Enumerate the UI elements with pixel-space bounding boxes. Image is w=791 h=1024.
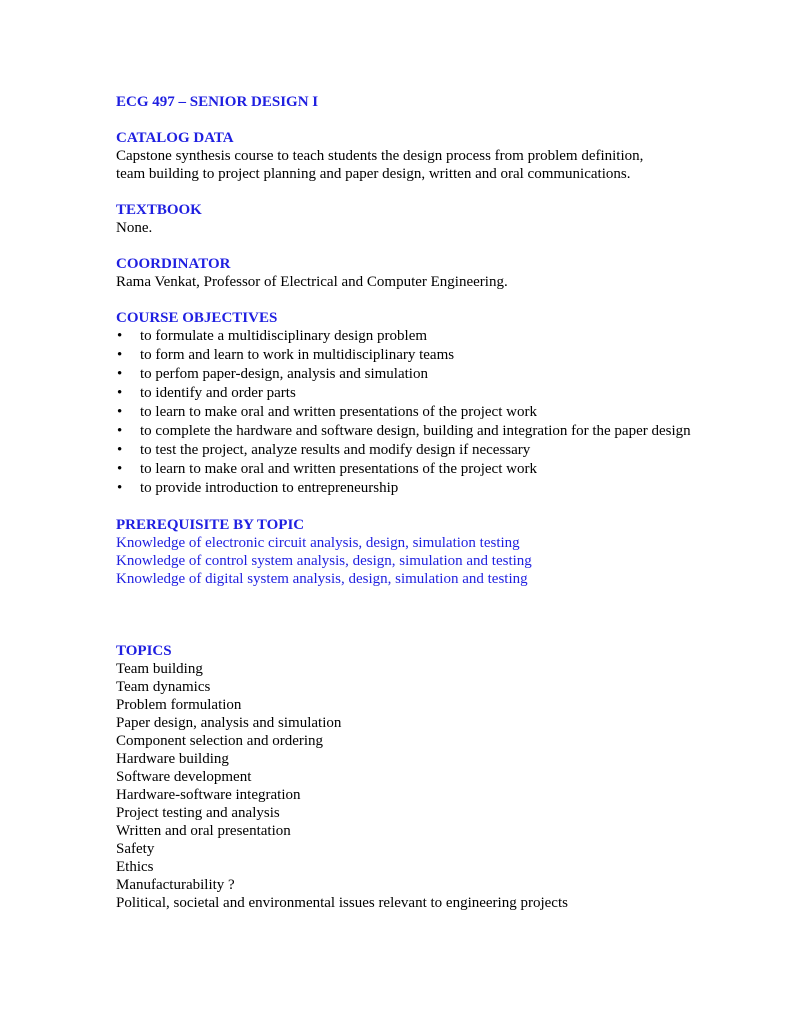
bullet-icon: •	[117, 328, 123, 344]
list-item-text: to learn to make oral and written presentations of the project work	[140, 404, 537, 420]
topic-item: Manufacturability ?	[116, 877, 235, 893]
list-item	[116, 384, 696, 403]
coordinator-text: Rama Venkat, Professor of Electrical and Computer Engineering.	[116, 274, 508, 290]
spacer	[116, 588, 696, 624]
bullet-icon: •	[117, 366, 123, 382]
document-title: ECG 497 – SENIOR DESIGN I	[116, 94, 319, 110]
topic-item: Political, societal and environmental issues relevant to engineering projects	[116, 895, 568, 911]
document-page	[116, 93, 696, 912]
bullet-icon: •	[117, 404, 123, 420]
catalog-data-section	[116, 129, 696, 183]
catalog-data-line: Capstone synthesis course to teach students the design process from problem definition,	[116, 148, 644, 164]
topic-item: Hardware building	[116, 751, 229, 767]
list-item-text: to formulate a multidisciplinary design problem	[140, 328, 428, 344]
list-item-text: to provide introduction to entrepreneurship	[140, 480, 399, 496]
topic-item: Written and oral presentation	[116, 823, 291, 839]
prerequisite-heading: PREREQUISITE BY TOPIC	[116, 517, 305, 533]
course-objectives-list	[116, 327, 696, 498]
bullet-icon: •	[117, 423, 123, 439]
list-item-text: to form and learn to work in multidisciplinary teams	[140, 347, 455, 363]
prerequisite-section	[116, 516, 696, 588]
coordinator-heading: COORDINATOR	[116, 256, 231, 272]
spacer	[116, 183, 696, 201]
bullet-icon: •	[117, 461, 123, 477]
topic-item: Software development	[116, 769, 252, 785]
topic-item: Hardware-software integration	[116, 787, 301, 803]
list-item	[116, 403, 696, 422]
list-item-text: to perfom paper-design, analysis and simulation	[140, 366, 428, 382]
spacer	[116, 111, 696, 129]
list-item	[116, 346, 696, 365]
catalog-data-line: team building to project planning and paper design, written and oral communications.	[116, 166, 631, 182]
list-item-text: to test the project, analyze results and modify design if necessary	[140, 442, 531, 458]
prerequisite-line: Knowledge of control system analysis, design, simulation and testing	[116, 553, 532, 569]
list-item	[116, 441, 696, 460]
topic-item: Project testing and analysis	[116, 805, 280, 821]
topic-item: Component selection and ordering	[116, 733, 324, 749]
topic-item: Paper design, analysis and simulation	[116, 715, 342, 731]
list-item-text: to learn to make oral and written presentations of the project work	[140, 461, 537, 477]
list-item	[116, 479, 696, 498]
course-objectives-section	[116, 309, 696, 498]
list-item-text: to complete the hardware and software design, building and integration for the paper design	[140, 423, 691, 439]
list-item	[116, 422, 696, 441]
course-objectives-heading: COURSE OBJECTIVES	[116, 310, 278, 326]
topic-item: Team dynamics	[116, 679, 211, 695]
list-item-text: to identify and order parts	[140, 385, 296, 401]
prerequisite-line: Knowledge of electronic circuit analysis, design, simulation testing	[116, 535, 520, 551]
topic-item: Team building	[116, 661, 203, 677]
bullet-icon: •	[117, 442, 123, 458]
list-item	[116, 327, 696, 346]
prerequisite-line: Knowledge of digital system analysis, design, simulation and testing	[116, 571, 528, 587]
bullet-icon: •	[117, 347, 123, 363]
spacer	[116, 237, 696, 255]
topics-section	[116, 642, 696, 912]
list-item	[116, 365, 696, 384]
spacer	[116, 498, 696, 516]
textbook-section	[116, 201, 696, 237]
textbook-text: None.	[116, 220, 153, 236]
catalog-data-heading: CATALOG DATA	[116, 130, 234, 146]
topic-item: Ethics	[116, 859, 154, 875]
spacer	[116, 291, 696, 309]
bullet-icon: •	[117, 480, 123, 496]
spacer	[116, 624, 696, 642]
list-item	[116, 460, 696, 479]
topics-heading: TOPICS	[116, 643, 172, 659]
topic-item: Safety	[116, 841, 155, 857]
textbook-heading: TEXTBOOK	[116, 202, 202, 218]
topic-item: Problem formulation	[116, 697, 242, 713]
bullet-icon: •	[117, 385, 123, 401]
coordinator-section	[116, 255, 696, 291]
